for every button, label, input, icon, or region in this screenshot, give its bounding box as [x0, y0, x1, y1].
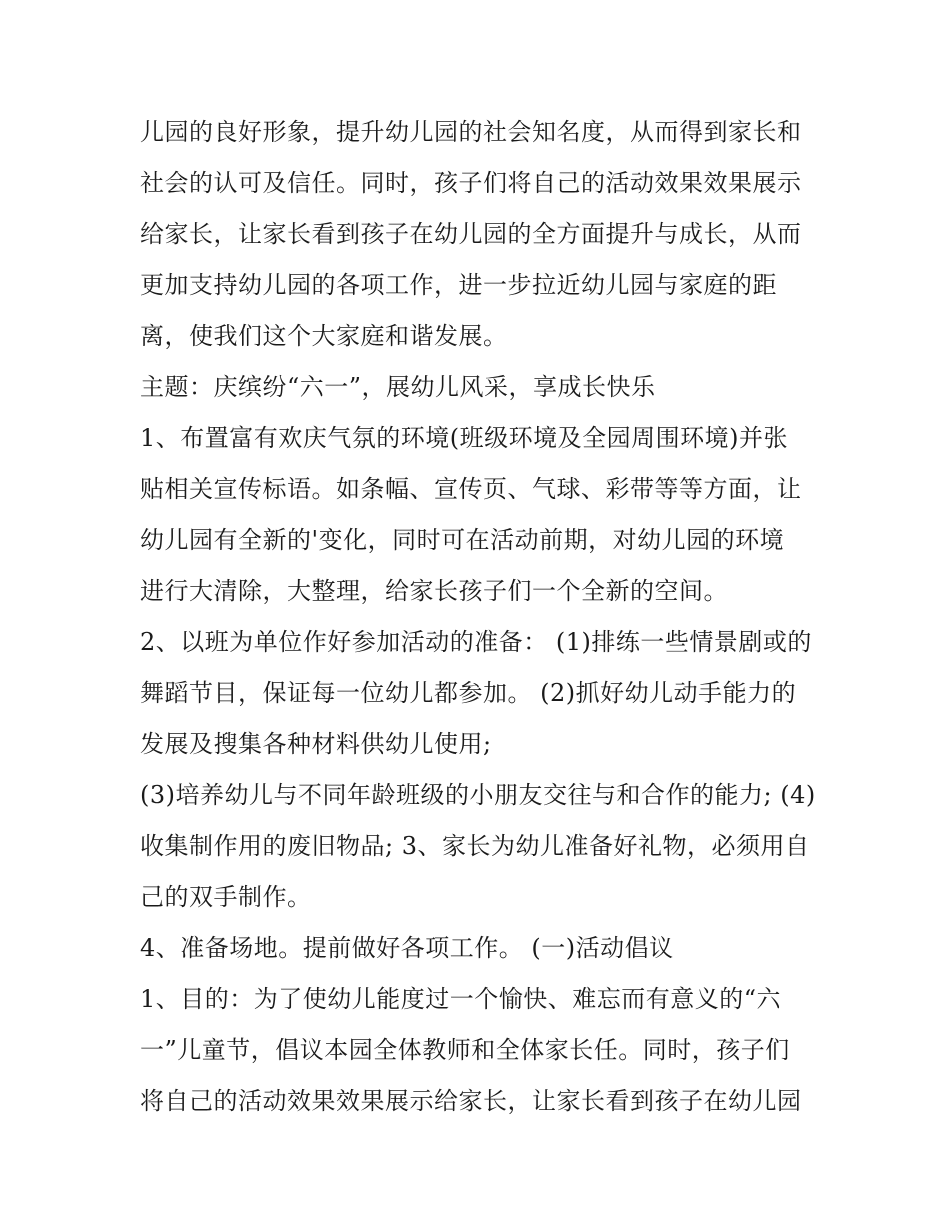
text-line: 幼儿园有全新的'变化，同时可在活动前期，对幼儿园的环境 — [140, 526, 785, 554]
text-line: 1、目的：为了使幼儿能度过一个愉快、难忘而有意义的“六 — [140, 985, 782, 1013]
text-line: 离，使我们这个大家庭和谐发展。 — [140, 322, 508, 350]
text-line: 进行大清除，大整理，给家长孩子们一个全新的空间。 — [140, 577, 728, 605]
text-line: 舞蹈节目，保证每一位幼儿都参加。 (2)抓好幼儿动手能力的 — [140, 679, 797, 707]
text-line: 2、以班为单位作好参加活动的准备： (1)排练一些情景剧或的 — [140, 628, 812, 656]
text-line: 4、准备场地。提前做好各项工作。 (一)活动倡议 — [140, 934, 674, 962]
text-line: 将自己的活动效果效果展示给家长，让家长看到孩子在幼儿园 — [140, 1087, 802, 1115]
text-line: 收集制作用的废旧物品; 3、家长为幼儿准备好礼物，必须用自 — [140, 832, 810, 860]
text-line: 更加支持幼儿园的各项工作，进一步拉近幼儿园与家庭的距 — [140, 271, 777, 299]
text-line: 1、布置富有欢庆气氛的环境(班级环境及全园周围环境)并张 — [140, 424, 788, 452]
text-line: 给家长，让家长看到孩子在幼儿园的全方面提升与成长，从而 — [140, 220, 802, 248]
text-line: 社会的认可及信任。同时，孩子们将自己的活动效果效果展示 — [140, 169, 802, 197]
text-line: 主题：庆缤纷“六一”，展幼儿风采，享成长快乐 — [140, 373, 656, 401]
text-line: 一”儿童节，倡议本园全体教师和全体家长任。同时，孩子们 — [140, 1036, 790, 1064]
text-line: (3)培养幼儿与不同年龄班级的小朋友交往与和合作的能力; (4) — [140, 781, 816, 809]
text-line: 儿园的良好形象，提升幼儿园的社会知名度，从而得到家长和 — [140, 118, 802, 146]
document-body — [140, 107, 820, 1127]
text-line: 贴相关宣传标语。如条幅、宣传页、气球、彩带等等方面，让 — [140, 475, 802, 503]
text-line: 己的双手制作。 — [140, 883, 312, 911]
text-line: 发展及搜集各种材料供幼儿使用; — [140, 730, 492, 758]
